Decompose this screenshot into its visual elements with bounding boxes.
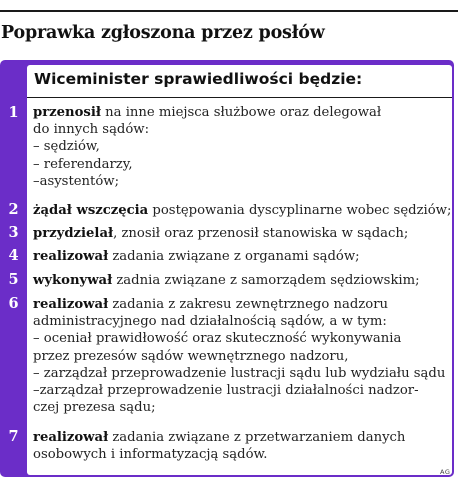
content-panel	[27, 65, 452, 475]
item-line: – zarządzał przeprowadzenie lustracji sądu lub wydziału sądu	[33, 365, 446, 381]
item-line: –asystentów;	[33, 173, 120, 189]
item-text: zadania z zakresu zewnętrznego nadzoru	[108, 297, 388, 312]
list-item-2	[33, 202, 452, 219]
item-line: – referendarzy,	[33, 156, 133, 172]
list-item-4	[33, 248, 449, 265]
item-text: , znosił oraz przenosił stanowiska w sądach;	[113, 226, 409, 241]
item-line	[33, 429, 449, 446]
item-line	[33, 104, 449, 121]
item-text: zadania związane z przetwarzaniem danych	[108, 430, 406, 445]
item-line: – sędziów,	[33, 139, 100, 155]
item-number-5: 5	[8, 271, 19, 288]
item-text: zadnia związane z samorządem sędziowskim;	[112, 273, 420, 288]
item-number-3: 3	[8, 224, 19, 241]
top-rule	[0, 10, 458, 12]
item-line	[33, 272, 449, 289]
item-line: przez prezesów sądów wewnętrznego nadzoru,	[33, 348, 349, 364]
item-text: zadania związane z organami sądów;	[108, 249, 360, 264]
item-keyword: żądał wszczęcia	[33, 203, 149, 218]
item-line	[33, 248, 449, 265]
list-item-3	[33, 225, 449, 242]
item-line: – oceniał prawidłowość oraz skuteczność wykonywania	[33, 331, 402, 347]
item-number-1: 1	[8, 104, 19, 121]
item-keyword: przydzielał	[33, 226, 114, 241]
list-item-5	[33, 272, 449, 289]
item-keyword: realizował	[33, 249, 109, 264]
item-line: osobowych i informatyzacją sądów.	[33, 447, 268, 463]
item-number-4: 4	[8, 247, 19, 264]
item-text: postępowania dyscyplinarne wobec sędziów;	[148, 203, 452, 218]
item-line: do innych sądów:	[33, 122, 150, 138]
item-text: na inne miejsca służbowe oraz delegował	[100, 105, 382, 120]
panel-divider	[27, 97, 452, 98]
list-item-1	[33, 104, 449, 190]
list-item-6	[33, 296, 449, 416]
panel-title: Wiceminister sprawiedliwości będzie:	[34, 70, 363, 88]
info-box	[0, 60, 454, 477]
item-keyword: realizował	[33, 297, 109, 312]
item-number-7: 7	[8, 428, 19, 445]
item-line	[33, 225, 449, 242]
item-line: administracyjnego nad działalnością sądów, a w tym:	[33, 314, 387, 330]
item-keyword: wykonywał	[33, 273, 113, 288]
item-keyword: realizował	[33, 430, 109, 445]
item-keyword: przenosił	[33, 105, 101, 120]
item-line	[33, 296, 449, 313]
item-line: –zarządzał przeprowadzenie lustracji działalności nadzor-	[33, 383, 419, 399]
item-line	[33, 202, 452, 219]
item-number-2: 2	[8, 201, 19, 218]
list-item-7	[33, 429, 449, 463]
item-line: czej prezesa sądu;	[33, 400, 156, 416]
credit-label: AG	[440, 468, 451, 476]
headline: Poprawka zgłoszona przez posłów	[1, 23, 325, 43]
item-number-6: 6	[8, 295, 19, 312]
